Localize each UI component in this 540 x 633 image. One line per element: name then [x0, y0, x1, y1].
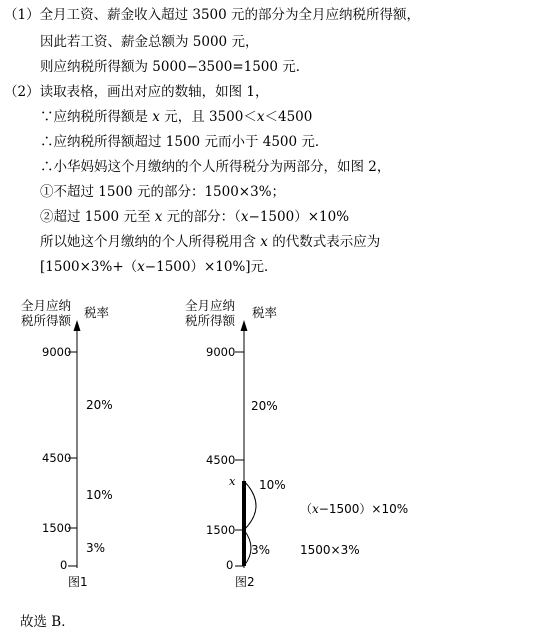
fig1-tick-label-9000: 9000 — [42, 345, 72, 359]
fig1-tick-label-1500: 1500 — [42, 521, 72, 535]
fig2-rate-title: 税率 — [252, 305, 278, 320]
fig2-expr-lower: 1500×3% — [300, 543, 360, 557]
part1-line3: 则应纳税所得额为 5000−3500=1500 元． — [40, 59, 310, 75]
fig1-caption: 图1 — [68, 575, 88, 589]
fig2-tick-label-9000: 9000 — [206, 345, 236, 359]
fig2-rate-10: 10% — [259, 478, 286, 492]
part2-line4: ∴小华妈妈这个月缴纳的个人所得税分为两部分，如图 2， — [40, 159, 391, 175]
part1-line2: 因此若工资、薪金总额为 5000 元， — [40, 34, 259, 50]
fig2-rate-3: 3% — [251, 543, 271, 557]
part2-line2: ∵应纳税所得额是 x 元，且 3500＜x＜4500 — [40, 109, 313, 125]
fig2-caption: 图2 — [235, 575, 255, 589]
fig2-expr-upper: （x−1500）×10% — [300, 502, 409, 516]
part2-line1: （2）读取表格，画出对应的数轴，如图 1， — [4, 84, 269, 100]
fig1-rate-20: 20% — [86, 398, 113, 412]
answer: 故选 B． — [20, 614, 75, 630]
fig1-tick-label-0: 0 — [60, 558, 68, 572]
fig2-axis-title-line2: 税所得额 — [184, 313, 235, 328]
part2-line3: ∴应纳税所得额超过 1500 元而小于 4500 元． — [40, 134, 329, 150]
fig2-axis-title-line1: 全月应纳 — [184, 298, 235, 313]
part2-line6: ②超过 1500 元至 x 元的部分：（x−1500）×10% — [40, 209, 350, 225]
fig2-axis-arrow — [241, 320, 248, 331]
part2-line5: ①不超过 1500 元的部分：1500×3%； — [40, 184, 286, 200]
fig1-rate-10: 10% — [86, 488, 113, 502]
fig1-rate-title: 税率 — [84, 305, 110, 320]
fig1-axis-title-line2: 税所得额 — [20, 313, 71, 328]
fig2-rate-20: 20% — [251, 399, 278, 413]
fig2-tick-label-0: 0 — [226, 558, 234, 572]
fig2-tick-label-4500: 4500 — [206, 453, 236, 467]
part1-line1: （1）全月工资、薪金收入超过 3500 元的部分为全月应纳税所得额， — [4, 7, 421, 23]
part2-line7: 所以她这个月缴纳的个人所得税用含 x 的代数式表示应为 — [40, 234, 381, 250]
fig2-tick-label-1500: 1500 — [206, 523, 236, 537]
fig1-axis-title-line1: 全月应纳 — [20, 298, 71, 313]
fig1-tick-label-4500: 4500 — [42, 451, 72, 465]
part2-line8: [1500×3%+（x−1500）×10%]元． — [40, 259, 278, 275]
fig1-rate-3: 3% — [86, 541, 106, 555]
fig2-x-mark: x — [229, 474, 236, 488]
